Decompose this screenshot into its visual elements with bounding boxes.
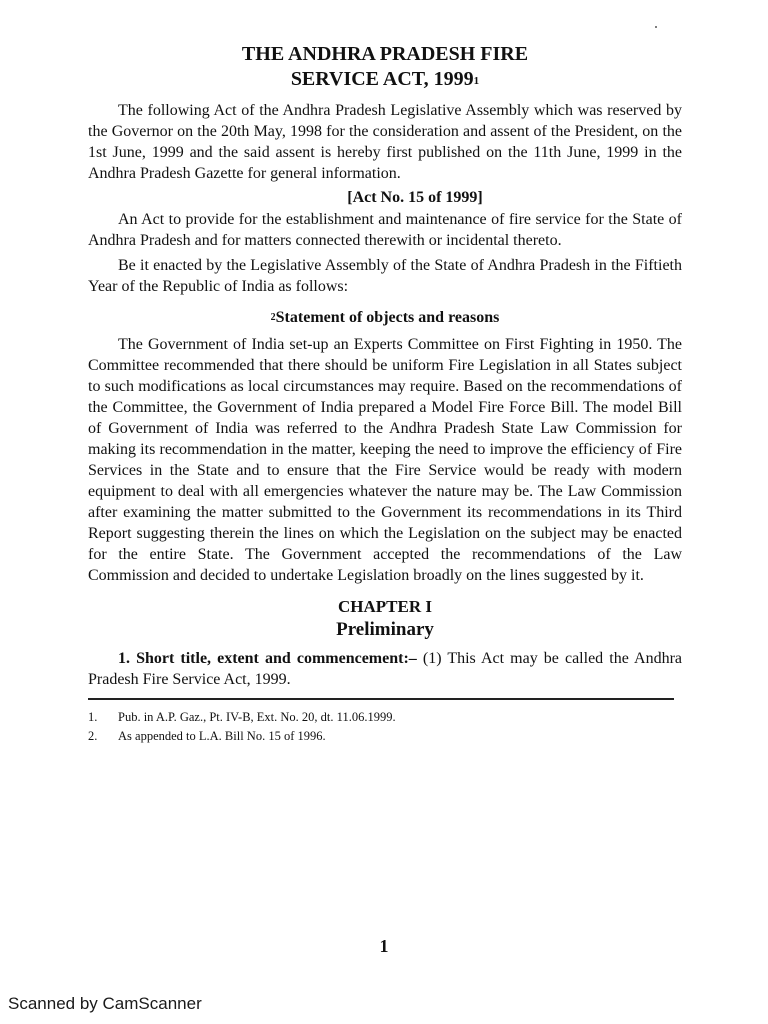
section-1-text: (1) This Act may be called the Andhra Pradesh Fire Service Act, 1999. [88,650,682,688]
act-title-line1: THE ANDHRA PRADESH FIRE [241,43,529,65]
scan-speck [655,26,657,28]
document-page [88,42,682,746]
long-title-paragraph: An Act to provide for the establishment and maintenance of fire service for the State of Andhra Pradesh and for matters connected therewith or incidental thereto. [88,211,682,249]
footnote-item [88,727,682,746]
section-1-paragraph [88,648,682,690]
statement-body: The Government of India set-up an Experts Committee on First Fighting in 1950. The Committee recommended that there should be uniform Fire Legislation in all States subject to such modifications as local circumstances may require. Based on the recommendations of the Committee, the Government of India prepared a Model Fire Force Bill. The model Bill of Government of India was referred to the Andhra Pradesh State Law Commission for making its recommendation in the matter, keeping the need to improve the efficiency of Fire Services in the State and to ensure that the Fire Service would be ready with modern equipment to deal with all emergencies whatever the nature may be. The Law Commission after examining the matter submitted to the Government its recommendations in its Third Report suggesting therein the lines on which the Legislation on the subject may be enacted for the entire State. The Government accepted the recommendations of the Law Commission and decided to undertake Legislation broadly on the lines suggested by it. [88,336,682,584]
statement-heading-text: Statement of objects and reasons [275,309,500,326]
footnote-number: 2. [88,729,98,743]
act-title-line2: SERVICE ACT, 1999 [290,68,474,90]
page-number: 1 [379,936,389,956]
footnote-divider [88,698,674,700]
footnotes [88,708,682,746]
statement-heading [88,307,682,328]
chapter-number: CHAPTER I [338,597,432,616]
scanner-watermark: Scanned by CamScanner [8,994,202,1013]
preamble-paragraph: The following Act of the Andhra Pradesh Legislative Assembly which was reserved by the Governor on the 20th May, 1998 for the consideration and assent of the President, on the 1st June, 1999 and the said assent is hereby first published on the 11th June, 1999 in the Andhra Pradesh Gazette for general information. [88,102,682,182]
footnote-text: Pub. in A.P. Gaz., Pt. IV-B, Ext. No. 20, dt. 11.06.1999. [118,710,396,724]
enacting-clause-paragraph: Be it enacted by the Legislative Assembly of the State of Andhra Pradesh in the Fiftieth Year of the Republic of India as follows: [88,257,682,295]
footnote-number: 1. [88,710,98,724]
footnote-item [88,708,682,727]
section-1-heading: 1. Short title, extent and commencement:– [118,650,417,667]
statement-footnote-ref: 2 [270,312,276,323]
chapter-name: Preliminary [336,619,434,640]
title-footnote-ref: 1 [473,75,480,87]
footnote-text: As appended to L.A. Bill No. 15 of 1996. [118,729,326,743]
act-number: [Act No. 15 of 1999] [347,189,483,206]
act-title [88,42,682,92]
